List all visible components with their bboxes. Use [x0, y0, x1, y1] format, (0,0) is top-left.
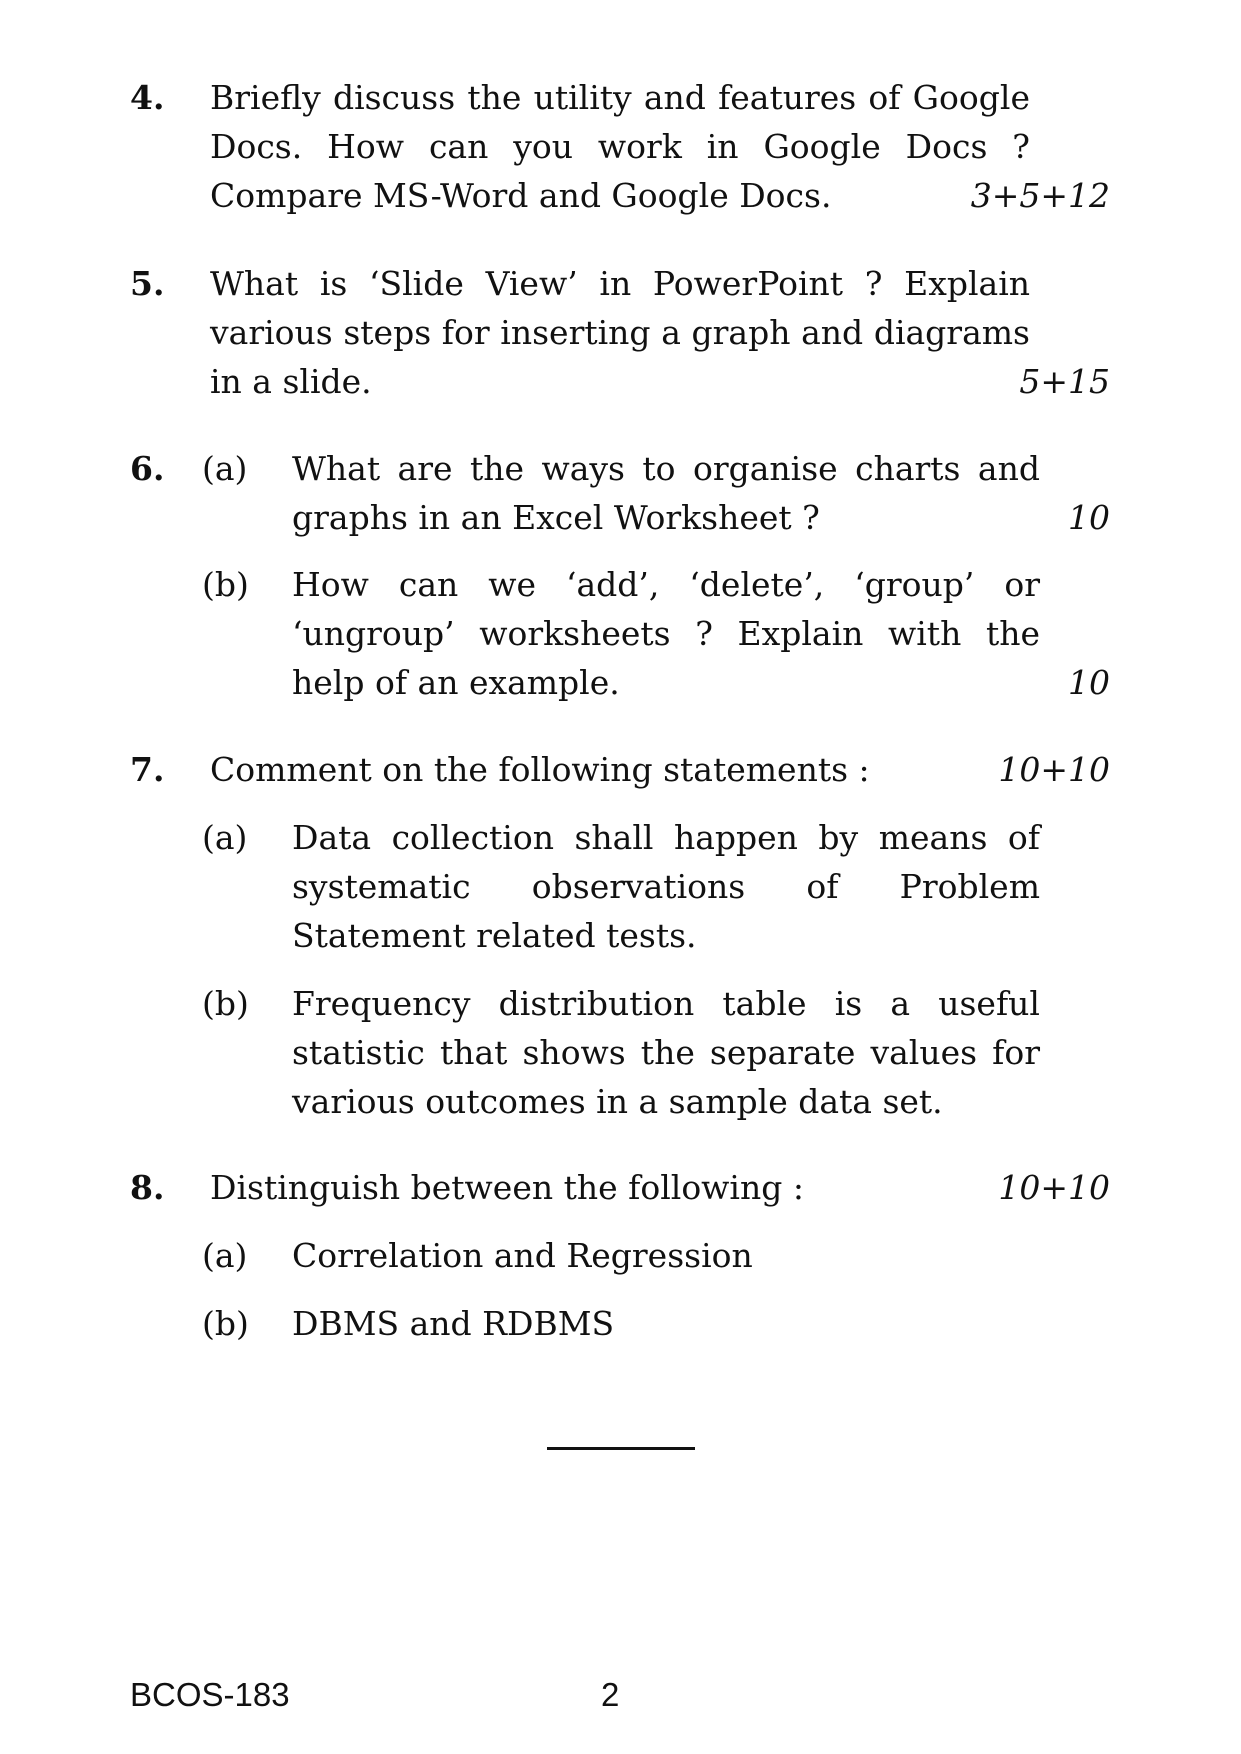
question-7: [130, 745, 1110, 1125]
question-marks: 10+10: [998, 750, 1110, 789]
question-number: 8.: [130, 1168, 165, 1207]
sub-question-text: Data collection shall happen by means of systematic observations of Problem Statement related tests.: [292, 818, 1040, 955]
question-number: 6.: [130, 449, 165, 488]
question-5: [130, 259, 1110, 406]
question-4: [130, 73, 1110, 220]
sub-question-label: (b): [202, 984, 249, 1023]
sub-question-label: (b): [202, 565, 249, 604]
sub-question-text: Frequency distribution table is a useful statistic that shows the separate values for various outcomes in a sample data set.: [292, 984, 1040, 1121]
page-number: 2: [601, 1676, 620, 1713]
footer-code: BCOS-183: [130, 1676, 290, 1713]
question-number: 5.: [130, 264, 165, 303]
sub-question-text: What are the ways to organise charts and graphs in an Excel Worksheet ?: [292, 449, 1040, 537]
sub-question-label: (a): [202, 818, 248, 857]
sub-question-text: DBMS and RDBMS: [292, 1304, 615, 1343]
question-text: Comment on the following statements :: [210, 750, 870, 789]
question-text: What is ‘Slide View’ in PowerPoint ? Explain various steps for inserting a graph and diagrams in a slide.: [210, 264, 1030, 401]
sub-question-text: Correlation and Regression: [292, 1236, 753, 1275]
question-number: 4.: [130, 78, 165, 117]
question-number: 7.: [130, 750, 165, 789]
sub-question-label: (b): [202, 1304, 249, 1343]
sub-question-label: (a): [202, 1236, 248, 1275]
question-6: [130, 444, 1110, 724]
question-marks: 10+10: [998, 1168, 1110, 1207]
question-text: Distinguish between the following :: [210, 1168, 804, 1207]
sub-question-label: (a): [202, 449, 248, 488]
question-marks: 3+5+12: [970, 176, 1110, 215]
question-marks: 5+15: [1019, 362, 1110, 401]
sub-question-text: How can we ‘add’, ‘delete’, ‘group’ or ‘ungroup’ worksheets ? Explain with the help of an example.: [292, 565, 1040, 702]
question-8: [130, 1163, 1110, 1353]
question-text: Briefly discuss the utility and features of Google Docs. How can you work in Google Docs ? Compare MS-Word and Google Docs.: [210, 78, 1030, 215]
question-marks: 10: [1068, 498, 1110, 537]
end-divider: [547, 1447, 695, 1450]
question-marks: 10: [1068, 663, 1110, 702]
